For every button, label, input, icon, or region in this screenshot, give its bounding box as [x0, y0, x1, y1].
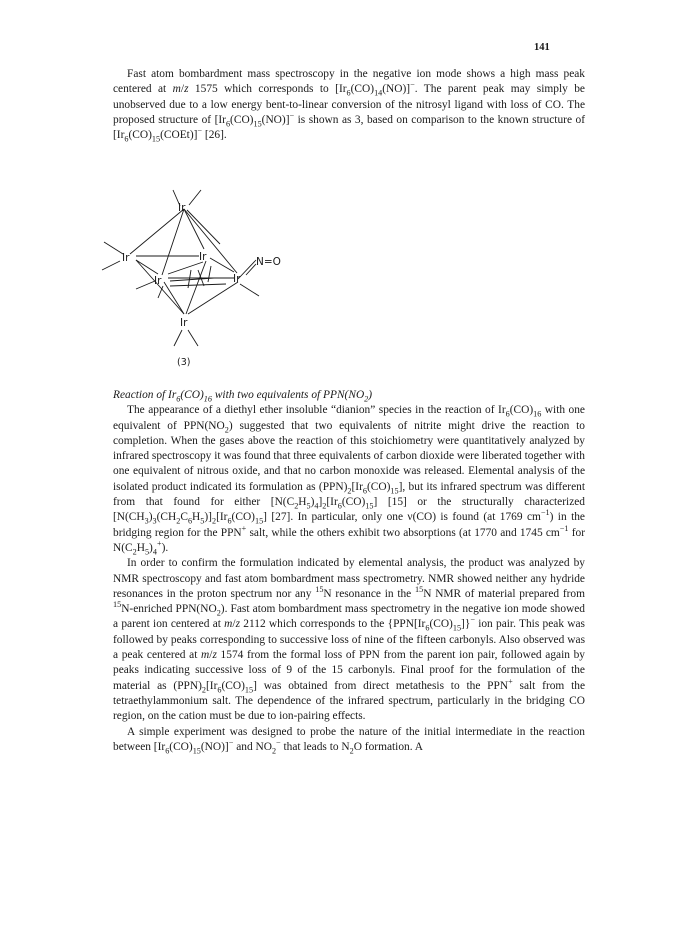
page-number: 141: [534, 42, 550, 53]
text-column-top: [113, 67, 585, 143]
ir-atom-back: Ir: [199, 251, 207, 263]
ir-atom-front: Ir: [154, 275, 162, 287]
paragraph-4: A simple experiment was designed to probe the nature of the initial intermediate in the reaction between $[Ir_6(CO)_{15}(NO)]^-$ and $NO_2^-$ that leads to $N_2O$ formation. A: [113, 725, 585, 756]
cluster-structure-figure: [96, 186, 316, 371]
section-heading: Reaction of $Ir_6(CO)_{16}$ with two equivalents of $PPN(NO_2)$: [113, 389, 373, 404]
ir-atom-top: Ir: [178, 202, 186, 214]
ir-atom-right: Ir: [233, 273, 241, 285]
ir-atom-left: Ir: [122, 252, 130, 264]
nitrosyl-label: N=O: [256, 256, 281, 268]
paragraph-3: In order to confirm the formulation indicated by elemental analysis, the product was analyzed by NMR spectroscopy and fast atom bombardment mass spectrometry. NMR showed neither any hydride resonances in the proton spectrum nor any $^{15}$N resonance in the $^{15}$N NMR of material prepared from $^{15}$N-enriched $PPN(NO_2)$. Fast atom bombardment mass spectrometry in the negative ion mode showed a parent ion centered at m/z 2112 which corresponds to the $\{PPN[Ir_6(CO)_{15}]\}^-$ ion pair. This peak was followed by peaks corresponding to successive loss of nine of the fifteen carbonyls. Also observed was a peak centered at m/z 1574 from the formal loss of PPN from the parent ion pair, followed again by peaks indicating successive loss of 9 of the 15 carbonyls. Final proof for the formulation of the material as $(PPN)_2[Ir_6(CO)_{15}]$ was obtained from direct metathesis to the PPN+ salt from the tetraethylammonium salt. The dependence of the infrared spectrum, particularly in the bridging CO region, on the cation must be due to ion-pairing effects.: [113, 557, 586, 723]
intro-paragraph: Fast atom bombardment mass spectroscopy in the negative ion mode shows a high mass peak centered at m/z 1575 which corresponds to $[Ir_6(CO)_{14}(NO)]^-$. The parent peak may simply be unobserved due to a low energy bent-to-linear conversion of the nitrosyl ligand with loss of CO. The proposed structure of $[Ir_6(CO)_{15}(NO)]^-$ is shown as 3, based on comparison to the known structure of $[Ir_6(CO)_{15}(COEt)]^-$ [26].: [113, 68, 585, 144]
structure-caption: (3): [177, 357, 191, 368]
paragraph-2: The appearance of a diethyl ether insoluble “dianion” species in the reaction of $Ir_6(CO)_{16}$ with one equivalent of $PPN(NO_2)$ suggested that two equivalents of nitrite might drive the reaction to completion. When the gases above the reaction of this stoichiometry were quantitatively analyzed by infrared spectroscopy it was found that three equivalents of carbon dioxide were liberated together with one equivalent of nitrous oxide, and that no carbon monoxide was released. Elemental analysis of the isolated product indicated its formulation as $(PPN)_2[Ir_6(CO)_{15}]$, but its infrared spectrum was different from that found for either $[N(C_2H_5)_4]_2[Ir_6(CO)_{15}]$ [15] or the structurally characterized $[N(CH_3)_3(CH_2C_6H_5)]_2[Ir_6(CO)_{15}]$ [27]. In particular, only one ν(CO) is found (at 1769 $cm^{-1}$) in the bridging region for the PPN+ salt, while the others exhibit two absorptions (at 1770 and 1745 $cm^{-1}$ for $N(C_2H_5)_4^+$).: [113, 404, 585, 557]
text-column-bottom: [113, 388, 585, 755]
ir-atom-bottom: Ir: [180, 317, 188, 329]
